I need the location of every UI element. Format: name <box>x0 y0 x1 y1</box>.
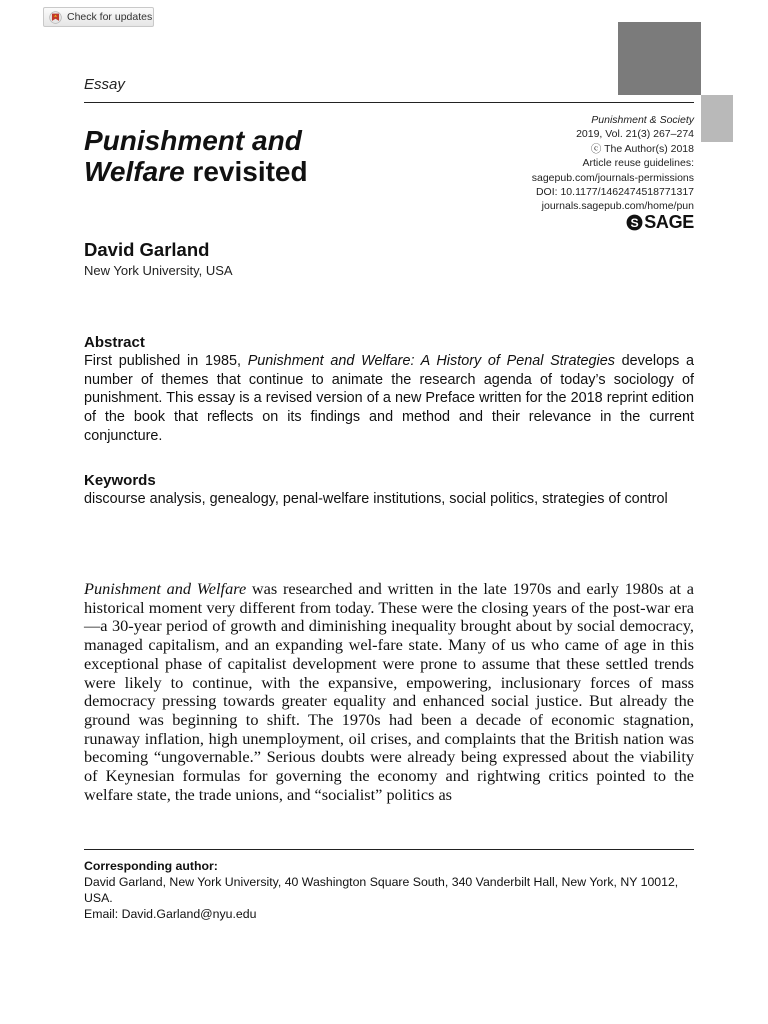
permissions-link[interactable]: sagepub.com/journals-permissions <box>531 171 694 184</box>
title-italic-part-2: Welfare <box>84 156 185 187</box>
keywords-heading: Keywords <box>84 472 156 489</box>
abstract-text <box>84 352 694 446</box>
journal-name: Punishment & Society <box>591 114 694 126</box>
page-edge-tab <box>701 95 733 142</box>
footnote-rule <box>84 849 694 850</box>
section-label: Essay <box>84 76 125 93</box>
corresponding-author-label: Corresponding author: <box>84 859 218 873</box>
reuse-guidelines: Article reuse guidelines: <box>582 157 694 170</box>
keywords-text: discourse analysis, genealogy, penal-welfare institutions, social politics, strategies of control <box>84 491 668 507</box>
sage-logo <box>626 212 694 233</box>
check-for-updates-button[interactable] <box>43 7 154 27</box>
journal-color-block <box>618 22 701 95</box>
title-rest: revisited <box>184 156 308 187</box>
abstract-book-title: Punishment and Welfare: A History of Penal Strategies <box>247 353 615 369</box>
svg-text:S: S <box>630 215 639 230</box>
check-updates-icon <box>49 11 62 24</box>
doi[interactable]: DOI: 10.1177/1462474518771317 <box>535 186 694 199</box>
abstract-body: develops a number of themes that continue to animate the research agenda of today’s sociology of punishment. This essay is a revised version of a new Preface written for the 2018 reprint edition of the book that reflects on its findings and method and their relevance in the current conjuncture. <box>84 353 694 444</box>
author-name: David Garland <box>84 239 210 260</box>
journal-link[interactable]: journals.sagepub.com/home/pun <box>541 200 694 213</box>
check-for-updates-label: Check for updates <box>67 11 153 23</box>
header-rule <box>84 102 694 103</box>
sage-logo-icon <box>626 214 643 231</box>
journal-metadata <box>532 113 694 214</box>
keywords-section <box>84 472 694 509</box>
title-italic-part-1: Punishment and <box>84 125 302 156</box>
corresponding-author-email[interactable]: Email: David.Garland@nyu.edu <box>84 907 257 921</box>
body-text: was researched and written in the late 1970s and early 1980s at a historical moment very different from today. These were the closing years of the post-war era—a 30-year period of growth and diminishing inequality brought about by social democracy, managed capitalism, and an expanding wel-fare state. Many of us who came of age in this exceptional phase of capitalist development were prone to assume that these settled trends were likely to continue, with the expansive, empowering, inclusionary forces of mass democracy pressing towards greater equality and enhanced social justice. But already the ground was beginning to shift. The 1970s had been a decade of economic stagnation, runaway inflation, high unemployment, oil crises, and complaints that the British nation was becoming “ungovernable.” Serious doubts were already being expressed about the viability of Keynesian formulas for governing the economy and rightwing critics pointed to the welfare state, the trade unions, and “socialist” politics as <box>84 579 694 804</box>
abstract-heading: Abstract <box>84 334 145 351</box>
sage-logo-text: SAGE <box>644 212 694 232</box>
copyright-notice: ⓒ The Author(s) 2018 <box>590 142 694 155</box>
abstract-section <box>84 334 694 446</box>
author-affiliation: New York University, USA <box>84 263 233 278</box>
article-title <box>84 125 414 187</box>
body-book-title: Punishment and Welfare <box>84 579 247 598</box>
abstract-lead: First published in 1985, <box>84 353 248 369</box>
corresponding-author-address: David Garland, New York University, 40 Washington Square South, 340 Vanderbilt Hall, New York, NY 10012, USA. <box>84 875 679 905</box>
corresponding-author <box>84 858 694 922</box>
body-paragraph <box>84 580 694 804</box>
journal-volume: 2019, Vol. 21(3) 267–274 <box>576 128 694 141</box>
